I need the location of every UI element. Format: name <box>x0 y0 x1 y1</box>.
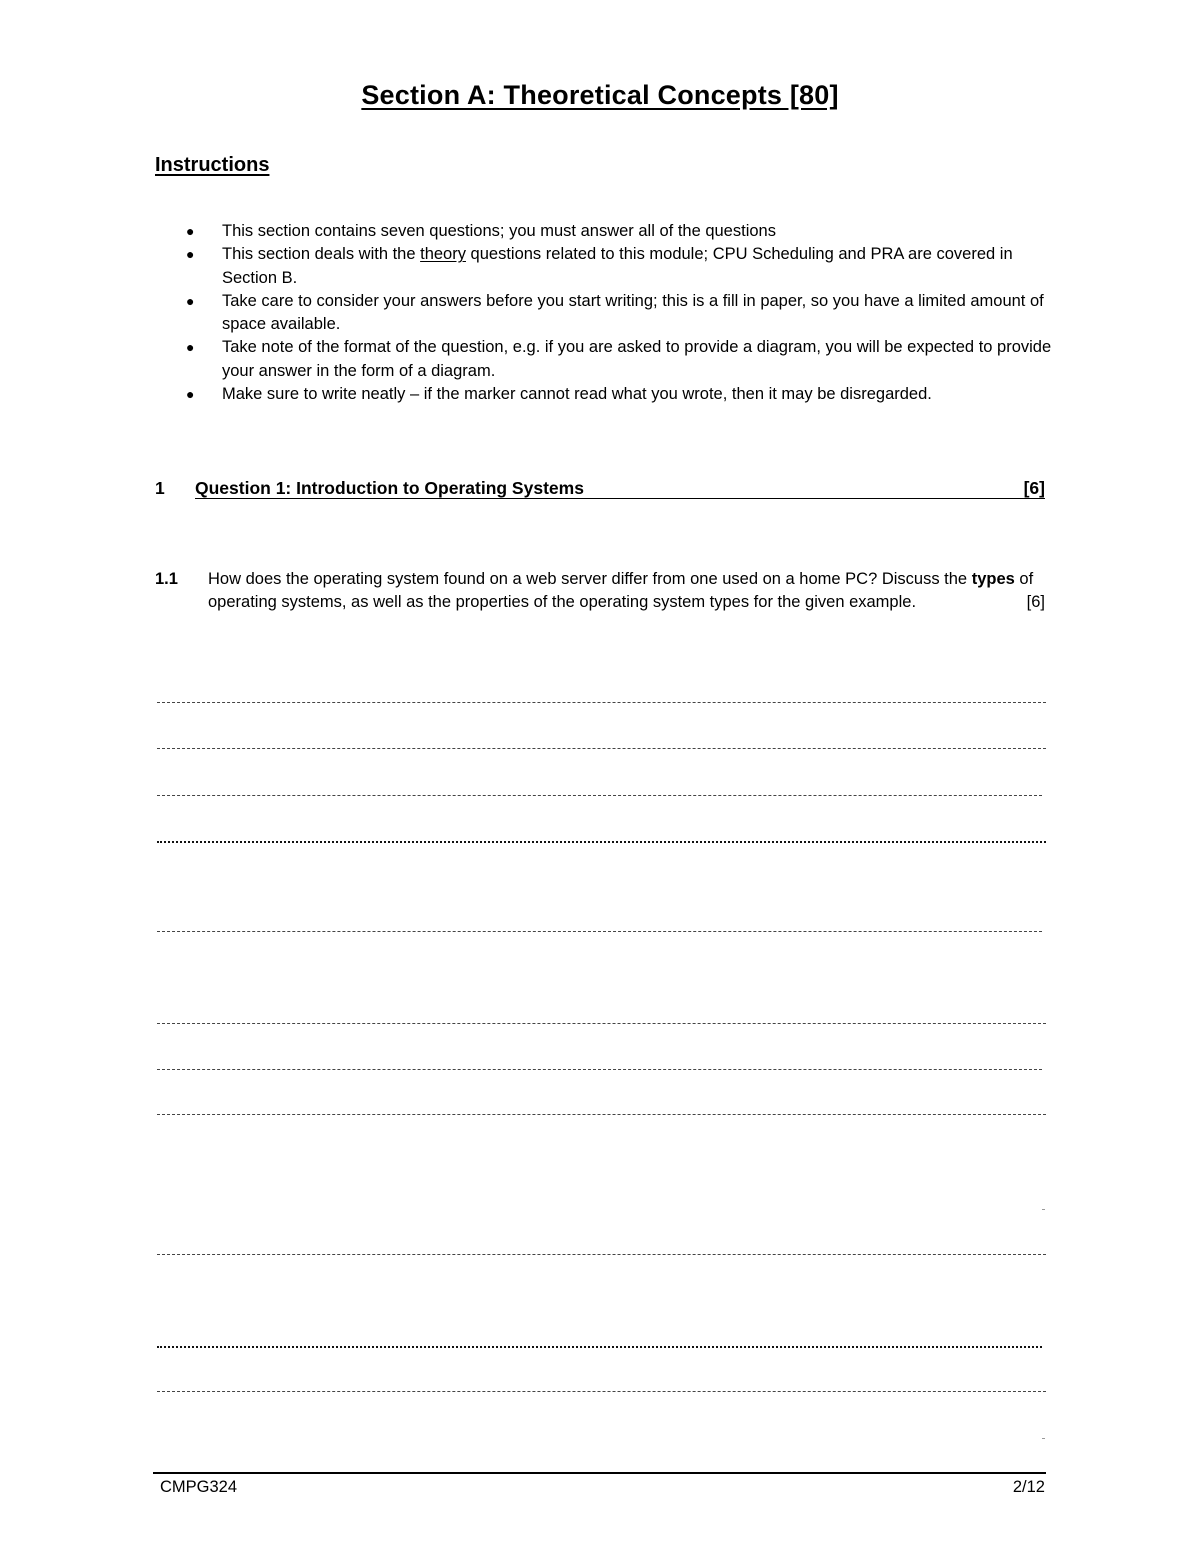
question-number: 1 <box>155 478 165 498</box>
instruction-item: ● This section contains seven questions; you must answer all of the questions <box>155 220 1055 243</box>
answer-line[interactable] <box>157 841 1046 843</box>
answer-line[interactable] <box>157 702 1046 703</box>
subquestion <box>155 568 1045 615</box>
stray-mark <box>1042 1209 1045 1210</box>
instruction-item: ● Make sure to write neatly – if the marker cannot read what you wrote, then it may be disregarded. <box>155 383 1055 406</box>
footer-rule <box>153 1472 1046 1474</box>
answer-line[interactable] <box>157 931 1042 932</box>
instruction-item: ● This section deals with the theory questions related to this module; CPU Scheduling and PRA are covered in Section B. <box>186 245 1013 287</box>
stray-mark <box>1042 1438 1045 1439</box>
subquestion-marks: [6] <box>1026 593 1045 612</box>
bullet-icon: ● <box>186 292 195 309</box>
footer-page-number: 2/12 <box>1012 1478 1045 1496</box>
answer-line[interactable] <box>157 795 1042 796</box>
instruction-item: ● Take note of the format of the question, e.g. if you are asked to provide a diagram, you will be expected to provide your answer in the form of a diagram. <box>186 338 1052 380</box>
footer-module-code: CMPG324 <box>160 1478 238 1496</box>
theory-emphasis: theory <box>420 245 466 264</box>
bullet-icon: ● <box>186 223 195 239</box>
subquestion-text: How does the operating system found on a web server differ from one used on a home PC? Discuss the types of operating systems, as well as the properties of the operating system types for the given example. <box>208 570 1034 612</box>
question-title: Question 1: Introduction to Operating Systems <box>195 478 1045 499</box>
answer-line[interactable] <box>157 1254 1046 1255</box>
answer-line[interactable] <box>157 748 1046 749</box>
section-title: Section A: Theoretical Concepts [80] <box>361 80 839 110</box>
bullet-icon: ● <box>186 339 195 356</box>
answer-line[interactable] <box>157 1391 1046 1392</box>
subquestion-number: 1.1 <box>155 570 178 588</box>
question-marks: [6] <box>1023 478 1045 498</box>
answer-line[interactable] <box>157 1069 1042 1070</box>
answer-line[interactable] <box>157 1346 1042 1348</box>
instructions-heading: Instructions <box>155 154 270 176</box>
instructions-list <box>155 220 1055 406</box>
answer-line[interactable] <box>157 1114 1046 1115</box>
bullet-icon: ● <box>186 386 195 403</box>
bullet-icon: ● <box>186 246 195 263</box>
instruction-item: ● Take care to consider your answers before you start writing; this is a fill in paper, so you have a limited amount of space available. <box>186 291 1044 334</box>
answer-line[interactable] <box>157 1023 1046 1024</box>
